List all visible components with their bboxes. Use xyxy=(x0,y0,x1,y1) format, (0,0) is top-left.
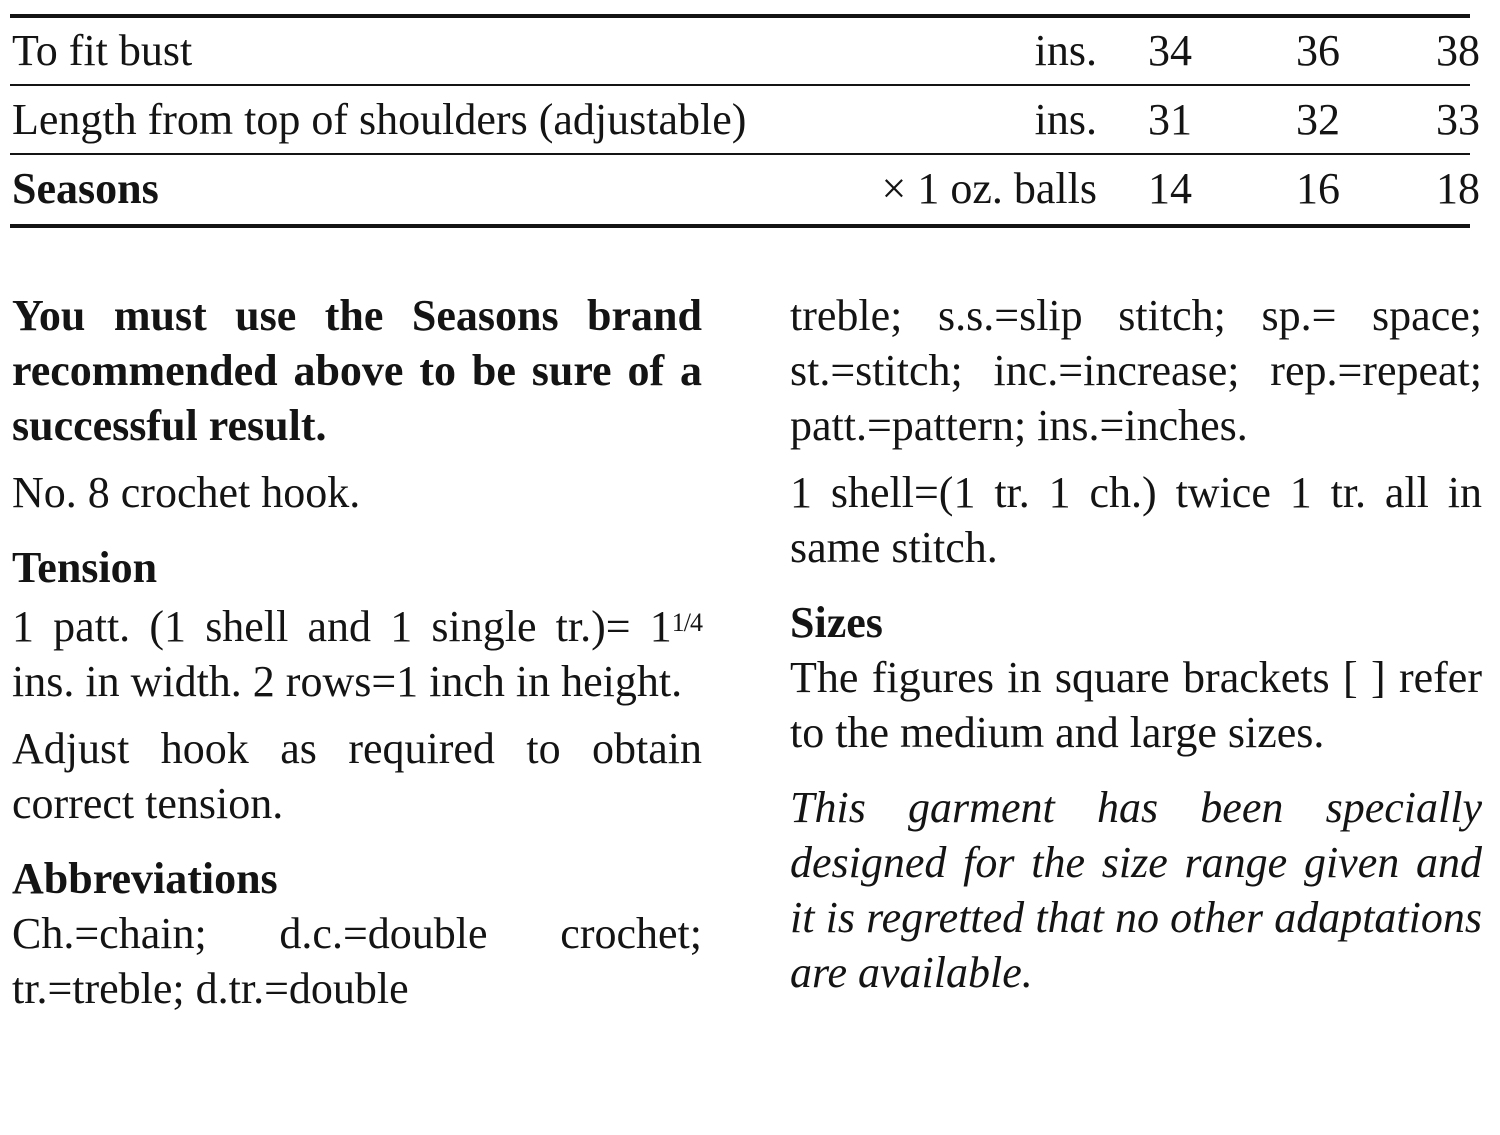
abbreviations-text-continued: treble; s.s.=slip stitch; sp.= space; st.=stitch; inc.=increase; rep.=repeat; patt.=pattern; ins.=inches. xyxy=(790,291,1482,450)
brand-notice: You must use the Seasons brand recommended above to be sure of a successful result. xyxy=(12,291,702,450)
table-row-seasons xyxy=(10,156,1480,222)
value-large: 18 xyxy=(1436,164,1480,213)
left-column xyxy=(12,288,702,1016)
table-row-bust xyxy=(10,18,1480,84)
shell-definition: 1 shell=(1 tr. 1 ch.) twice 1 tr. all in same stitch. xyxy=(790,468,1482,572)
size-range-note: This garment has been specially designed for the size range given and it is regretted that no other adaptations are available. xyxy=(790,783,1482,997)
value-small: 31 xyxy=(1148,95,1192,144)
row-unit: × 1 oz. balls xyxy=(881,164,1097,213)
right-column xyxy=(790,288,1482,1000)
row-unit: ins. xyxy=(1034,95,1097,144)
value-medium: 16 xyxy=(1296,164,1340,213)
row-label: To fit bust xyxy=(12,26,193,75)
abbreviations-heading: Abbreviations xyxy=(12,854,278,903)
tension-text-a: 1 patt. (1 shell and 1 single tr.)= 1 xyxy=(12,602,672,651)
row-unit: ins. xyxy=(1034,26,1097,75)
value-large: 33 xyxy=(1436,95,1480,144)
sizes-text: The figures in square brackets [ ] refer to the medium and large sizes. xyxy=(790,653,1482,757)
value-small: 14 xyxy=(1148,164,1192,213)
tension-heading: Tension xyxy=(12,543,158,592)
adjust-text: Adjust hook as required to obtain correct tension. xyxy=(12,724,702,828)
abbreviations-text: Ch.=chain; d.c.=double crochet; tr.=treble; d.tr.=double xyxy=(12,909,702,1013)
value-medium: 32 xyxy=(1296,95,1340,144)
table-divider xyxy=(10,153,1470,155)
value-medium: 36 xyxy=(1296,26,1340,75)
table-divider xyxy=(10,84,1470,86)
tension-text-b: ins. in width. 2 rows=1 inch in height. xyxy=(12,657,683,706)
row-label: Length from top of shoulders (adjustable) xyxy=(12,95,747,144)
table-row-length xyxy=(10,87,1480,153)
hook-size: No. 8 crochet hook. xyxy=(12,468,361,517)
fraction-quarter: 1/4 xyxy=(671,608,702,637)
value-large: 38 xyxy=(1436,26,1480,75)
tension-text xyxy=(12,595,702,709)
row-label: Seasons xyxy=(12,164,159,213)
sizes-heading: Sizes xyxy=(790,598,883,647)
value-small: 34 xyxy=(1148,26,1192,75)
table-bottom-rule xyxy=(10,224,1470,228)
